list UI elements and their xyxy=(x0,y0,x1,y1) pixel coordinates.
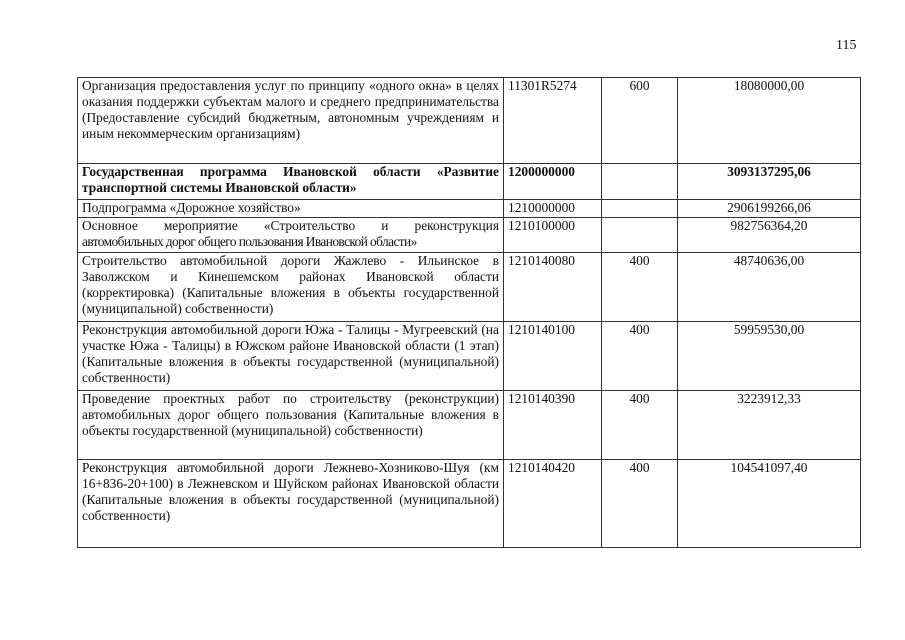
table-row xyxy=(78,78,861,164)
row-code-cell: 1200000000 xyxy=(504,164,602,200)
row-name-cell: Проведение проектных работ по строительству (реконструкции) автомобильных дорог общего пользования (Капитальные вложения в объекты государственной (муниципальной) собственности) xyxy=(78,391,504,460)
row-name-cell: Организация предоставления услуг по принципу «одного окна» в целях оказания поддержки субъектам малого и среднего предпринимательства (Предоставление субсидий бюджетным, автономным учреждениям и иным некоммерческим организациям) xyxy=(78,78,504,164)
row-expense-type-cell: 400 xyxy=(602,460,678,548)
row-amount-cell: 3223912,33 xyxy=(678,391,861,460)
row-code-cell: 1210100000 xyxy=(504,218,602,253)
table-row xyxy=(78,253,861,322)
row-expense-type-cell: 400 xyxy=(602,391,678,460)
table-row xyxy=(78,322,861,391)
row-code-cell: 1210140390 xyxy=(504,391,602,460)
row-name-cell: Строительство автомобильной дороги Жажлево - Ильинское в Заволжском и Кинешемском районах Ивановской области (корректировка) (Капитальные вложения в объекты государственной (муниципальной) собственности) xyxy=(78,253,504,322)
row-amount-cell: 2906199266,06 xyxy=(678,200,861,218)
row-name-cell: Реконструкция автомобильной дороги Южа - Талицы - Мугреевский (на участке Южа - Талицы) в Южском районе Ивановской области (1 этап) (Капитальные вложения в объекты государственной (муниципальной) собственности) xyxy=(78,322,504,391)
row-name-cell xyxy=(78,218,504,253)
row-amount-cell: 3093137295,06 xyxy=(678,164,861,200)
row-name-line: Основное мероприятие «Строительство и реконструкция xyxy=(82,218,499,233)
row-amount-cell: 104541097,40 xyxy=(678,460,861,548)
row-expense-type-cell: 400 xyxy=(602,253,678,322)
row-expense-type-cell: 600 xyxy=(602,78,678,164)
page-number: 115 xyxy=(836,38,857,53)
table-row xyxy=(78,200,861,218)
table-row xyxy=(78,164,861,200)
row-amount-cell: 48740636,00 xyxy=(678,253,861,322)
row-code-cell: 1210140420 xyxy=(504,460,602,548)
row-name-line: автомобильных дорог общего пользования Ивановской области» xyxy=(82,234,417,249)
table-row xyxy=(78,218,861,253)
row-amount-cell: 59959530,00 xyxy=(678,322,861,391)
row-name-cell: Реконструкция автомобильной дороги Лежнево-Хозниково-Шуя (км 16+836-20+100) в Лежневском и Шуйском районах Ивановской области (Капитальные вложения в объекты государственной (муниципальной) собственности) xyxy=(78,460,504,548)
row-code-cell: 11301R5274 xyxy=(504,78,602,164)
row-name-cell: Государственная программа Ивановской области «Развитие транспортной системы Ивановской области» xyxy=(78,164,504,200)
row-code-cell: 1210140080 xyxy=(504,253,602,322)
row-expense-type-cell: 400 xyxy=(602,322,678,391)
row-code-cell: 1210140100 xyxy=(504,322,602,391)
table-row xyxy=(78,460,861,548)
row-code-cell: 1210000000 xyxy=(504,200,602,218)
row-expense-type-cell xyxy=(602,218,678,253)
row-name-cell: Подпрограмма «Дорожное хозяйство» xyxy=(78,200,504,218)
row-expense-type-cell xyxy=(602,164,678,200)
budget-table xyxy=(77,77,861,548)
row-amount-cell: 982756364,20 xyxy=(678,218,861,253)
table-row xyxy=(78,391,861,460)
row-expense-type-cell xyxy=(602,200,678,218)
row-amount-cell: 18080000,00 xyxy=(678,78,861,164)
